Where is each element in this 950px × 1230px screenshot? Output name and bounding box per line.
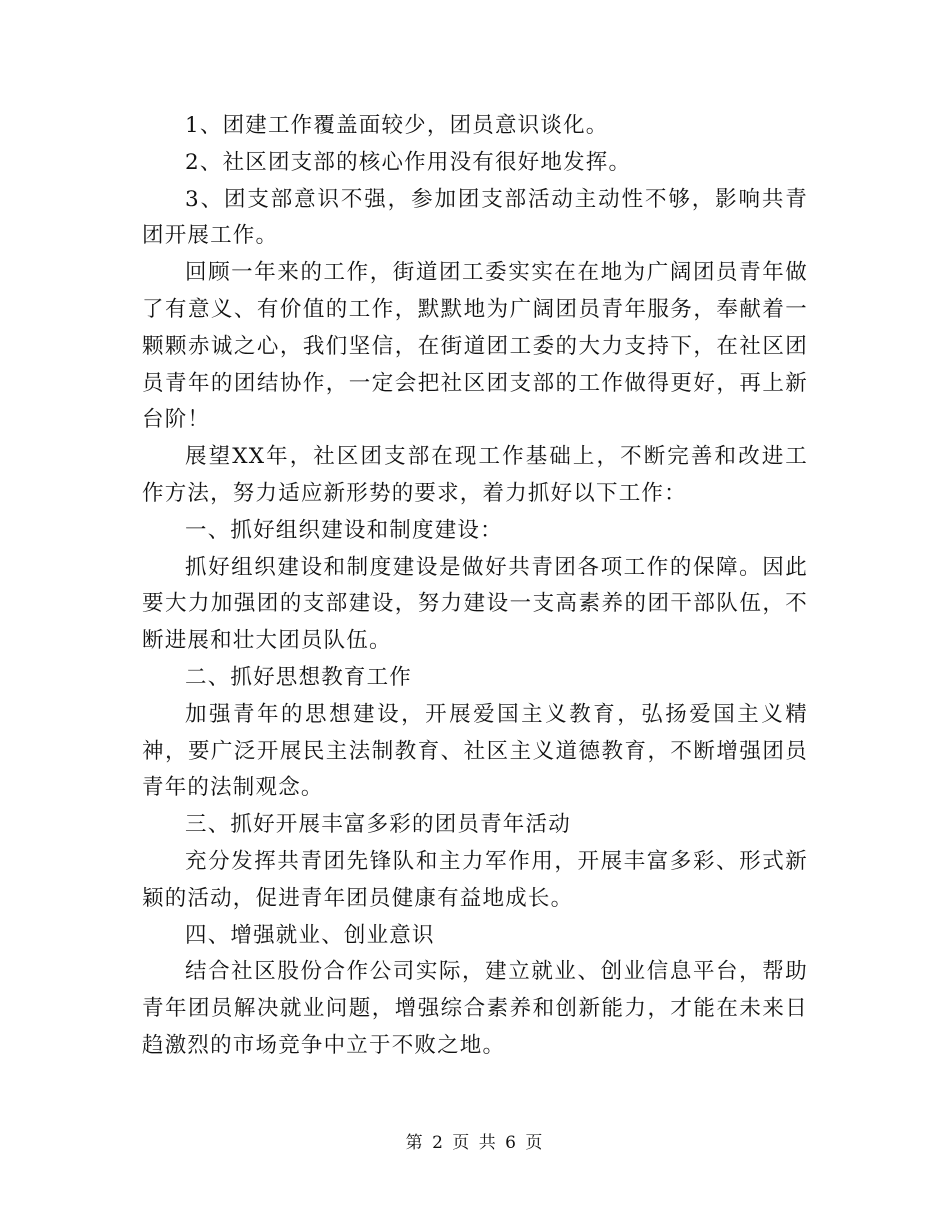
section-heading-4: 四、增强就业、创业意识 — [185, 922, 435, 948]
review-paragraph: 回顾一年来的工作，街道团工委实实在在地为广阔团员青年做了有意义、有价值的工作，默默地为广阔团员青年服务，奉献着一颗颗赤诚之心，我们坚信，在街道团工委的大力支持下，在社区团员青年的团结协作，一定会把社区团支部的工作做得更好，再上新台阶！ — [142, 260, 808, 433]
section-heading-1: 一、抓好组织建设和制度建设： — [185, 517, 503, 543]
section-body-3: 充分发挥共青团先锋队和主力军作用，开展丰富多彩、形式新颖的活动，促进青年团员健康有益地成长。 — [142, 848, 808, 911]
section-heading-2: 二、抓好思想教育工作 — [185, 664, 413, 690]
document-body — [142, 108, 808, 1065]
page-number-footer: 第 2 页 共 6 页 — [405, 1133, 545, 1153]
list-item-issue-3: 3、团支部意识不强，参加团支部活动主动性不够，影响共青团开展工作。 — [142, 186, 808, 249]
section-body-1: 抓好组织建设和制度建设是做好共青团各项工作的保障。因此要大力加强团的支部建设，努力建设一支高素养的团干部队伍，不断进展和壮大团员队伍。 — [142, 554, 808, 654]
outlook-paragraph: 展望XX年，社区团支部在现工作基础上，不断完善和改进工作方法，努力适应新形势的要求，着力抓好以下工作： — [142, 444, 808, 506]
list-item-issue-1: 1、团建工作覆盖面较少，团员意识谈化。 — [185, 113, 609, 138]
section-body-4: 结合社区股份合作公司实际，建立就业、创业信息平台，帮助青年团员解决就业问题，增强综合素养和创新能力，才能在未来日趋激烈的市场竞争中立于不败之地。 — [142, 959, 808, 1058]
section-body-2: 加强青年的思想建设，开展爱国主义教育，弘扬爱国主义精神，要广泛开展民主法制教育、社区主义道德教育，不断增强团员青年的法制观念。 — [142, 701, 808, 801]
list-item-issue-2: 2、社区团支部的核心作用没有很好地发挥。 — [185, 149, 632, 175]
section-heading-3: 三、抓好开展丰富多彩的团员青年活动 — [185, 812, 571, 838]
